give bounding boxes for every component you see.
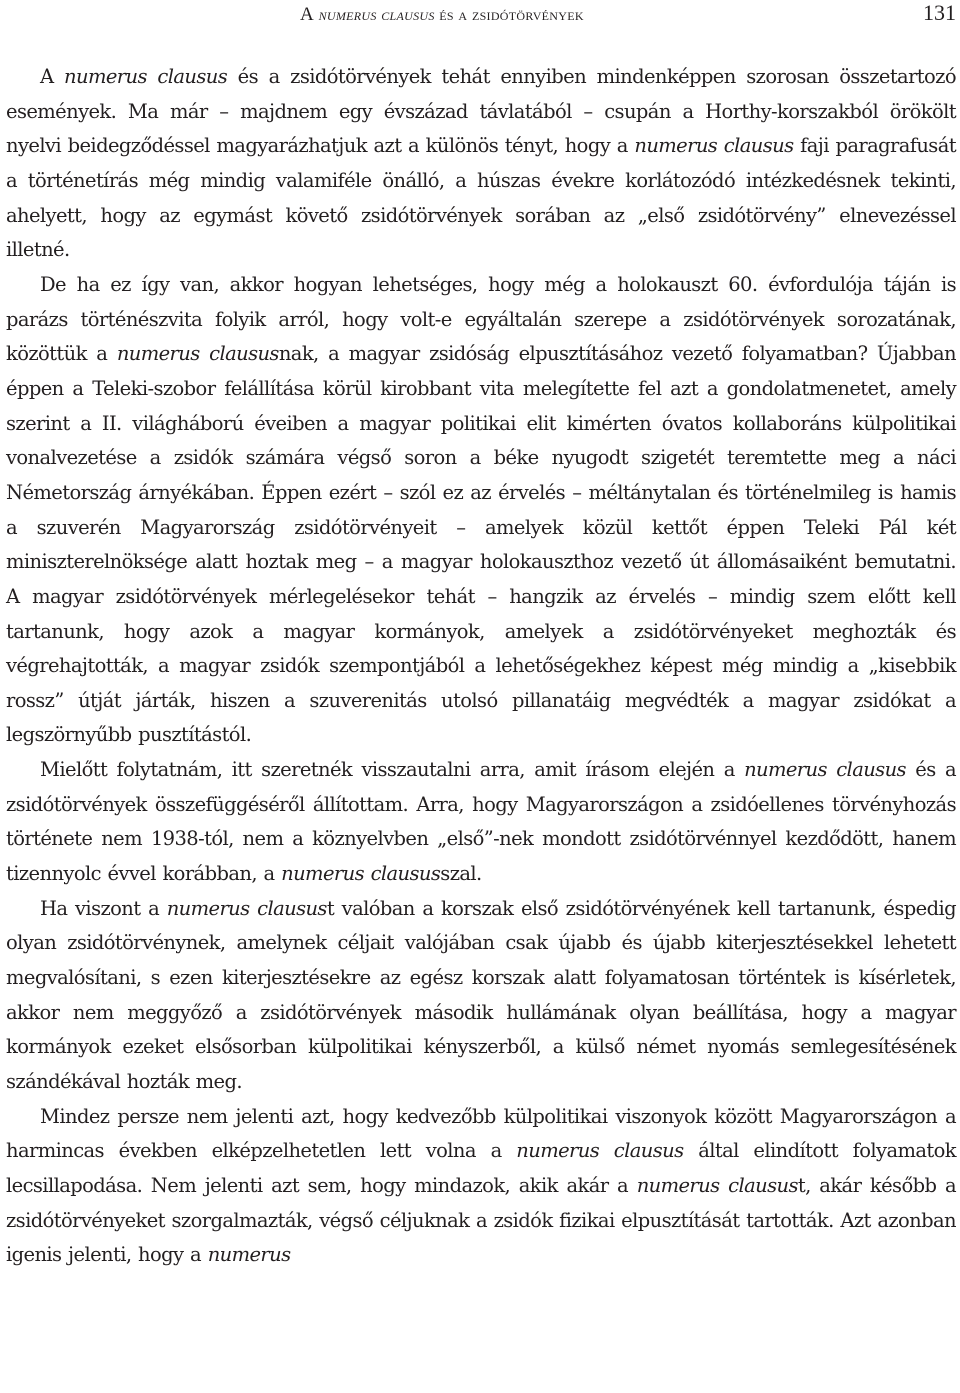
text-run: t, akár később a zsidótörvényeket szorgalmazták, végső céljuknak a zsidók fizikai elpusztítását tartották. Azt azonban igenis jelenti, hogy a: [6, 1174, 957, 1267]
text-run: és a zsidótörvények összefüggéséről állítottam. Arra, hogy Magyarországon a zsidóellenes törvényhozás története nem 1938-tól, nem a köznyelvben „első”-nek mondott zsidótörvénnyel kezdődött, hanem tizennyolc évvel korábban, a: [6, 758, 956, 886]
paragraph-3: [6, 753, 956, 892]
running-header: [6, 0, 956, 30]
running-title: [300, 4, 584, 26]
paragraph-5: [6, 1100, 956, 1273]
book-page: [6, 0, 956, 1393]
italic-term: numerus clausus: [281, 862, 441, 886]
text-run: t valóban a korszak első zsidótörvényének kell tartanunk, éspedig olyan zsidótörvénynek, amelynek céljait valójában csak újabb és újabb kiterjesztésekkel lehetett megvalósítani, s ezen kiterjesztésekre az egész korszak alatt folyamatosan történtek is kísérletek, akkor nem meggyőző a zsidótörvények második hullámának olyan beállítása, hogy a magyar kormányok ezeket elsősorban külpolitikai kényszerből, a külső német nyomás semlegesítésének szándékával hozták meg.: [6, 896, 956, 1094]
text-run: faji paragrafusát a történetírás még mindig valamiféle önálló, a húszas évekre korlátozódó intézkedésnek tekinti, ahelyett, hogy az egymást követő zsidótörvények sorában az „első zsidótörvény” elnevezéssel illetné.: [6, 134, 956, 262]
italic-term: numerus clausus: [636, 1174, 798, 1197]
italic-term: numerus clausus: [634, 134, 794, 158]
text-run: szal.: [440, 862, 482, 886]
paragraph-2: [6, 268, 956, 753]
italic-term: numerus: [207, 1243, 291, 1267]
italic-term: numerus clausus: [516, 1139, 684, 1163]
italic-term: numerus clausus: [744, 758, 906, 782]
page-number: 131: [923, 0, 956, 25]
text-run: nak, a magyar zsidóság elpusztításához vezető folyamatban? Újabban éppen a Teleki-szobor felállítása körül kirobbant vita melegítette fel azt a gondolatmenetet, amely szerint a II. világháború éveiben a magyar politikai elit kimérten óvatos kollaboráns külpolitikai vonalvezetése a zsidók számára végső soron a béke nyugodt szigetét teremtette meg a náci Németország árnyékában. Éppen ezért – szól ez az érvelés – méltánytalan és történelmileg is hamis a szuverén Magyarország zsidótörvényeit – amelyek közül kettőt éppen Teleki Pál két miniszterelnöksége alatt hoztak meg – a magyar holokauszthoz vezető út állomásaiként bemutatni. A magyar zsidótörvények mérlegelésekor tehát – hangzik az érvelés – mindig szem előtt kell tartanunk, hogy azok a magyar kormányok, amelyek a zsidótörvényeket meghozták és végrehajtották, a magyar zsidók szempontjából a lehetőségekhez képest még mindig a „kisebbik rossz” útját járták, hiszen a szuverenitás utolsó pillanatáig megvédték a magyar zsidókat a legszörnyűbb pusztítástól.: [6, 342, 956, 747]
running-title-a: A: [300, 4, 315, 25]
running-title-numerus: numerus clausus: [318, 5, 435, 24]
body-text: [6, 60, 956, 1273]
text-run: Mindez persze nem jelenti azt, hogy kedvezőbb külpolitikai viszonyok között Magyarországon a harmincas években elképzelhetetlen lett volna a: [6, 1104, 956, 1163]
italic-term: numerus clausus: [116, 342, 279, 366]
paragraph-4: [6, 892, 956, 1100]
italic-term: numerus clausus: [166, 896, 327, 920]
text-run: által elindított folyamatok lecsillapodása. Nem jelenti azt sem, hogy mindazok, akik akár a: [6, 1139, 956, 1197]
text-run: De ha ez így van, akkor hogyan lehetséges, hogy még a holokauszt 60. évfordulója táján is parázs történészvita folyik arról, hogy volt-e egyáltalán szerepe a zsidótörvények sorozatának, közöttük a: [6, 272, 956, 366]
running-title-mid: és a: [439, 5, 468, 24]
text-run: és a zsidótörvények tehát ennyiben mindenképpen szorosan összetartozó események. Ma már – majdnem egy évszázad távlatából – csupán a Horthy-korszakból örökölt nyelvi beidegződéssel magyarázhatjuk azt a különös tényt, hogy a: [6, 65, 956, 158]
text-run: Ha viszont a: [40, 896, 167, 920]
paragraph-1: [6, 60, 956, 268]
running-title-zsido: zsidótörvények: [471, 5, 584, 24]
italic-term: numerus clausus: [64, 65, 228, 88]
text-run: Mielőtt folytatnám, itt szeretnék visszautalni arra, amit írásom elején a: [40, 758, 745, 782]
text-run: A: [40, 65, 65, 88]
